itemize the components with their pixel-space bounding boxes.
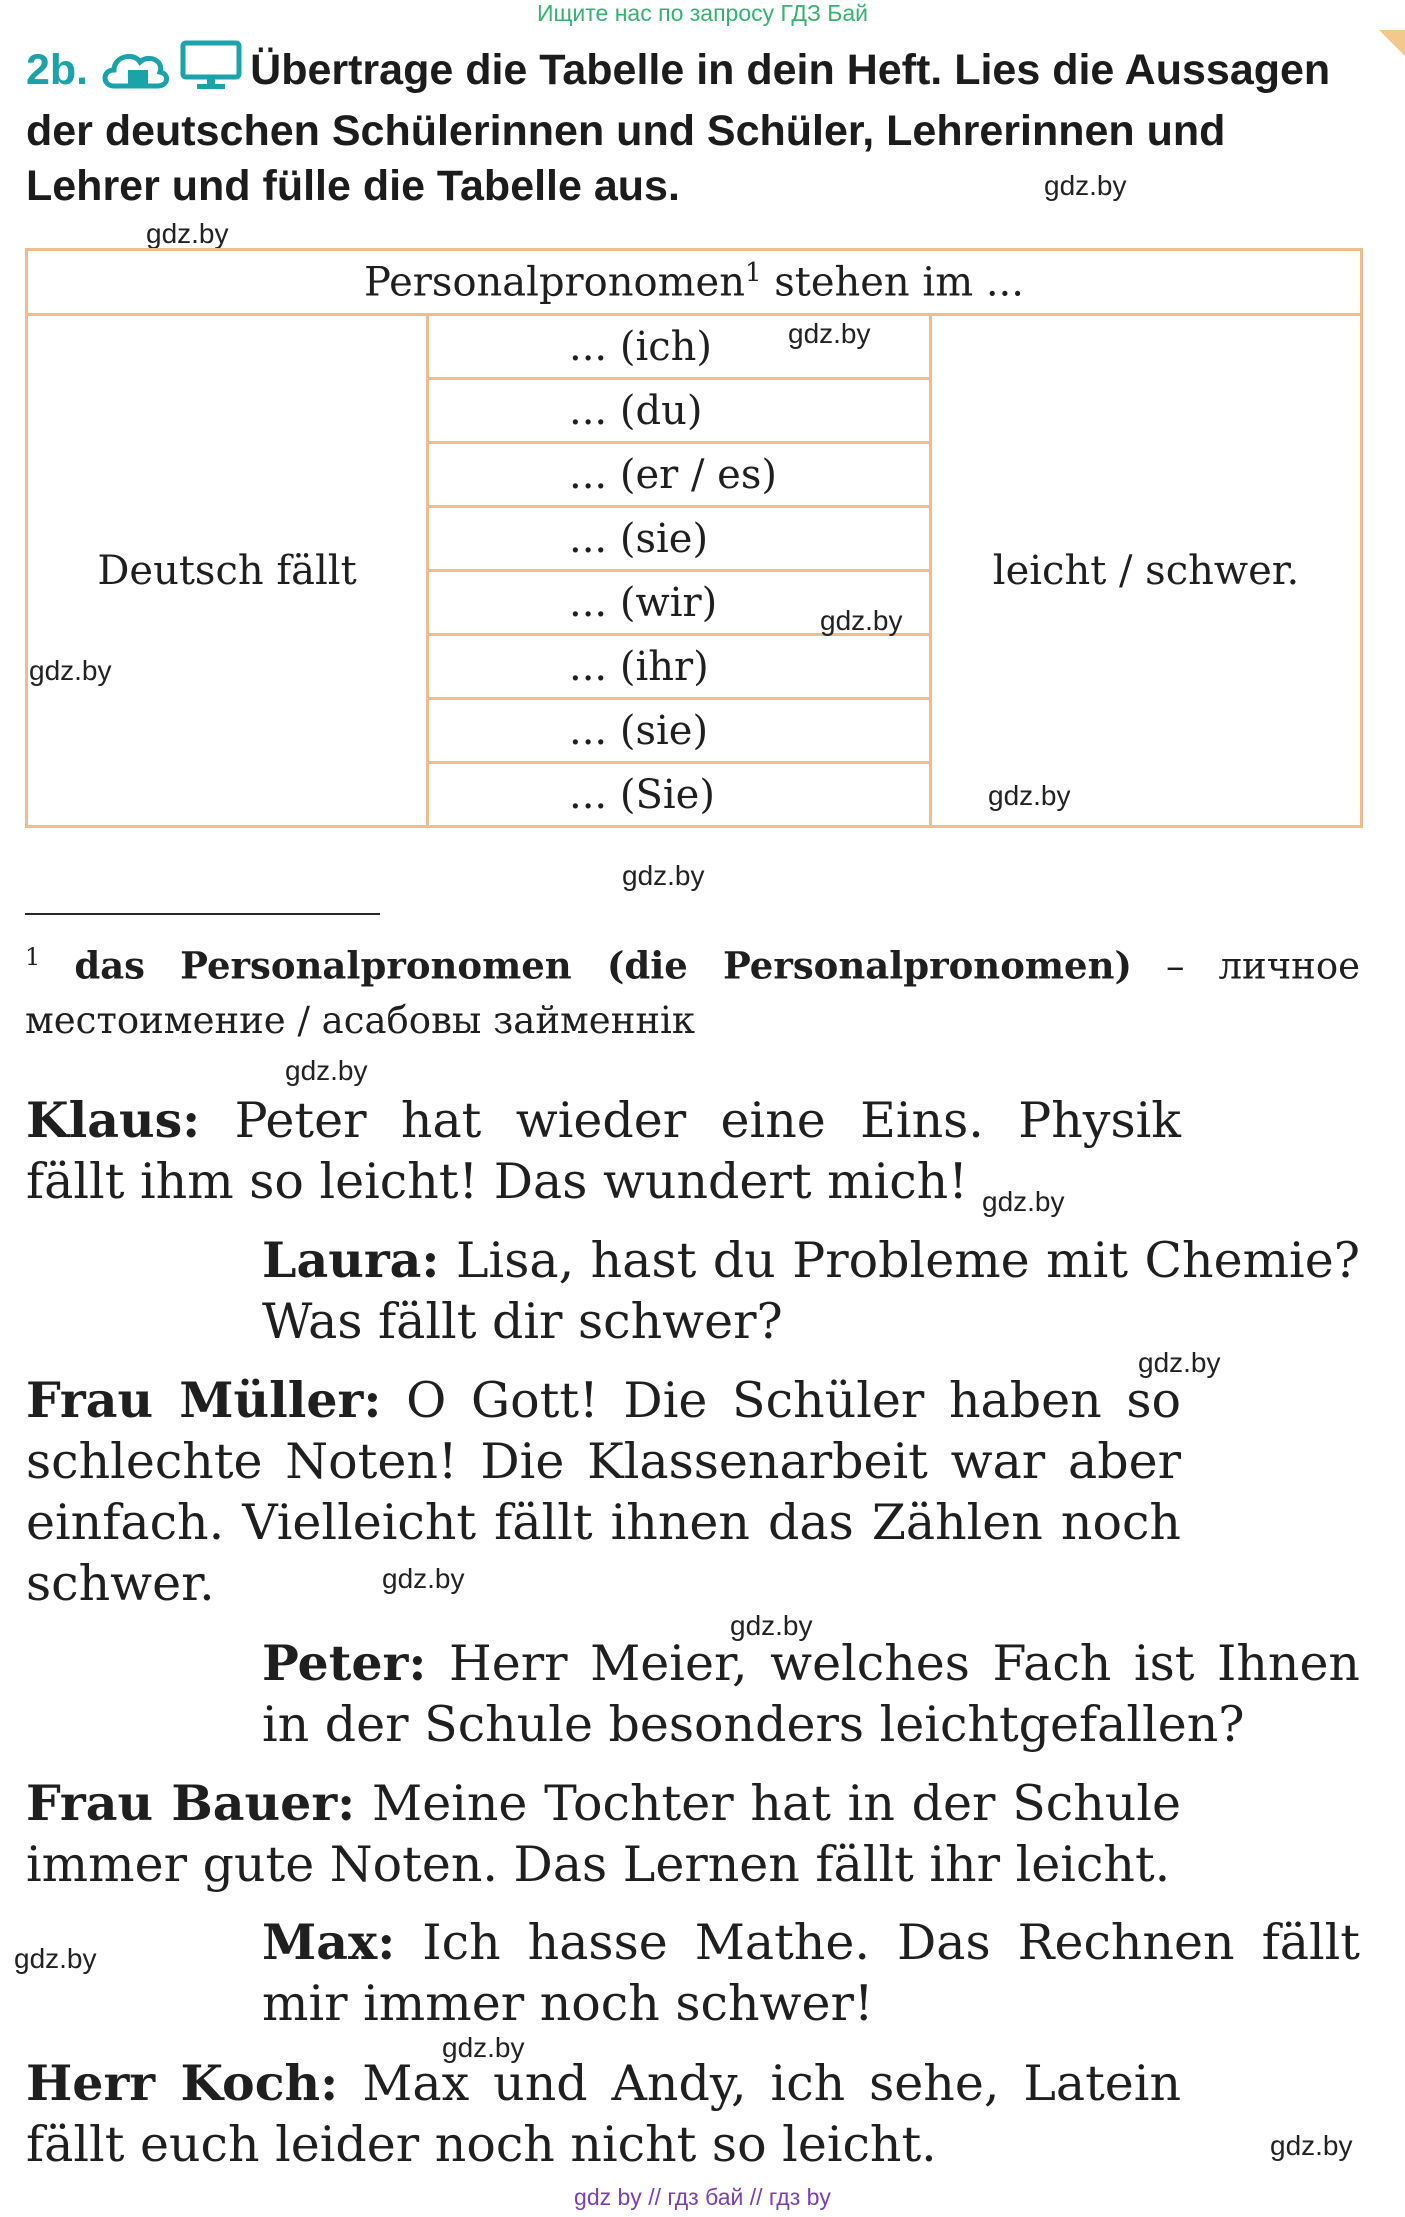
watermark: gdz.by <box>285 1055 368 1086</box>
watermark: gdz.by <box>14 1943 97 1974</box>
table-header: Personalpronomen$^1$ stehen im ... <box>27 250 1362 315</box>
dialogue-line: Laura: Lisa, hast du Probleme mit Chemie? Was fällt dir schwer? <box>262 1231 1360 1350</box>
top-banner[interactable]: Ищите нас по запросу ГДЗ Бай <box>536 0 869 26</box>
table-row: ... (er / es) <box>428 443 931 507</box>
cloud-icon <box>100 48 172 104</box>
table-row: ... (sie) <box>428 507 931 571</box>
task-number: 2b. <box>26 46 89 94</box>
footer-links[interactable]: gdz by // гдз бай // гдз by <box>574 2184 831 2210</box>
dialogue-line: Frau Bauer: Meine Tochter hat in der Schule immer gute Noten. Das Lernen fällt ihr leicht. <box>26 1774 1182 1893</box>
table-row: ... (ihr) <box>428 635 931 699</box>
watermark: gdz.by <box>820 605 903 636</box>
dialogue-line: Klaus: Peter hat wieder eine Eins. Physik fällt ihm so leicht! Das wundert mich! <box>26 1091 1181 1210</box>
table-row: ... (du) <box>428 379 931 443</box>
watermark: gdz.by <box>622 860 705 891</box>
dialogue-line: Peter: Herr Meier, welches Fach ist Ihnen in der Schule besonders leichtgefallen? <box>262 1634 1360 1753</box>
watermark: gdz.by <box>1138 1347 1221 1378</box>
pronoun-table <box>25 248 1363 828</box>
footnote-divider <box>25 913 380 915</box>
monitor-icon <box>180 40 242 104</box>
watermark: gdz.by <box>29 655 112 686</box>
watermark: gdz.by <box>982 1186 1065 1217</box>
table-row: ... (wir) <box>428 571 931 635</box>
task-instruction: Übertrage die Tabelle in dein Heft. Lies die Aussagen der deutschen Schülerinnen und Schüler, Lehrerinnen und Lehrer und fülle die Tabelle aus. <box>26 46 1331 210</box>
corner-triangle <box>1379 30 1405 56</box>
table-right-cell: leicht / schwer. <box>931 315 1362 827</box>
table-row: ... (Sie) <box>428 763 931 827</box>
watermark: gdz.by <box>1270 2130 1353 2161</box>
watermark: gdz.by <box>988 780 1071 811</box>
watermark: gdz.by <box>788 318 871 349</box>
dialogue-line: Frau Müller: O Gott! Die Schüler haben so schlechte Noten! Die Klassenarbeit war aber einfach. Vielleicht fällt ihnen das Zählen noch schwer. <box>26 1371 1181 1612</box>
dialogue-line: Herr Koch: Max und Andy, ich sehe, Latein fällt euch leider noch nicht so leicht. <box>26 2054 1182 2173</box>
watermark: gdz.by <box>146 218 229 249</box>
footnote: $^1$ das Personalpronomen (die Personalpronomen) – личное местоимение / асабовы займеннік <box>25 943 1361 1043</box>
watermark: gdz.by <box>442 2032 525 2063</box>
dialogue-line: Max: Ich hasse Mathe. Das Rechnen fällt mir immer noch schwer! <box>262 1913 1360 2032</box>
table-row: ... (ich) <box>428 315 931 379</box>
table-left-cell: Deutsch fällt <box>27 315 428 827</box>
watermark: gdz.by <box>1044 170 1127 201</box>
watermark: gdz.by <box>730 1610 813 1641</box>
task-heading <box>26 40 1366 214</box>
table-row: ... (sie) <box>428 699 931 763</box>
watermark: gdz.by <box>382 1563 465 1594</box>
